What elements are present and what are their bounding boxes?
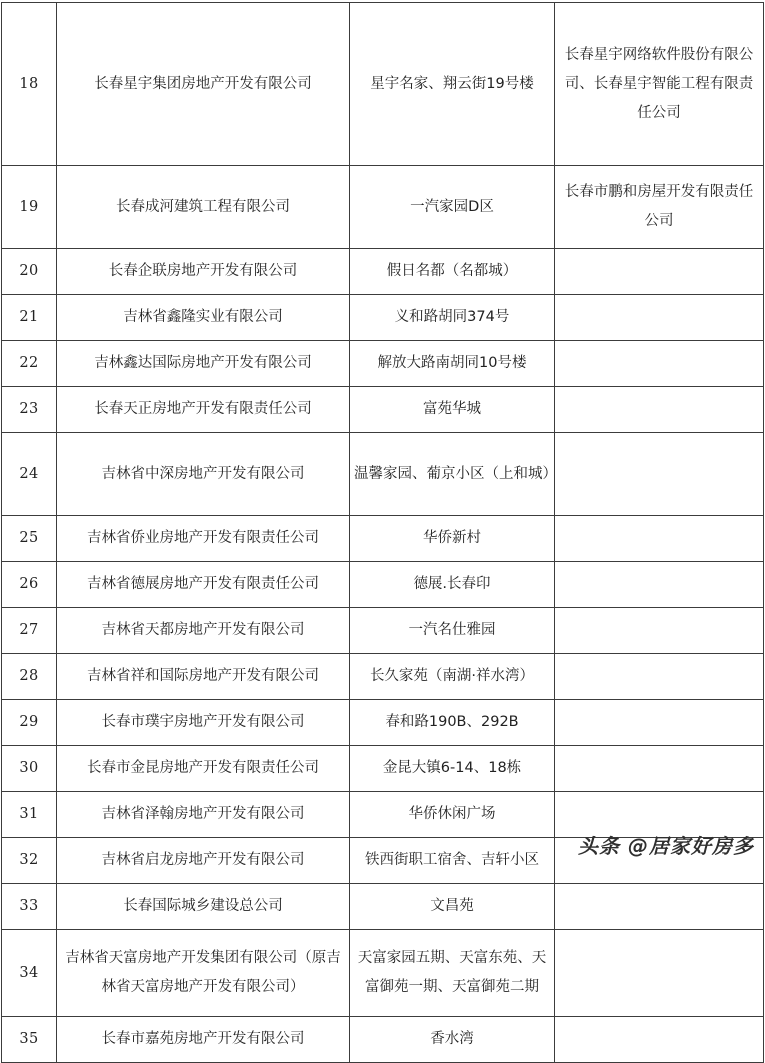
company-name-cell: 吉林鑫达国际房地产开发有限公司 xyxy=(57,341,350,387)
company-name-cell: 长春天正房地产开发有限责任公司 xyxy=(57,387,350,433)
table-row xyxy=(2,654,764,700)
project-name-cell: 德展.长春印 xyxy=(350,562,555,608)
row-index-cell: 25 xyxy=(2,516,57,562)
company-name-cell: 吉林省鑫隆实业有限公司 xyxy=(57,295,350,341)
project-name-cell: 富苑华城 xyxy=(350,387,555,433)
row-index-cell: 20 xyxy=(2,249,57,295)
table-row xyxy=(2,166,764,249)
row-index-cell: 32 xyxy=(2,838,57,884)
company-project-table xyxy=(1,2,764,1063)
table-row xyxy=(2,930,764,1017)
related-company-cell xyxy=(555,249,764,295)
related-company-cell xyxy=(555,387,764,433)
row-index-cell: 24 xyxy=(2,433,57,516)
related-company-cell xyxy=(555,433,764,516)
company-name-cell: 长春星宇集团房地产开发有限公司 xyxy=(57,3,350,166)
related-company-cell xyxy=(555,746,764,792)
table-row xyxy=(2,700,764,746)
project-name-cell: 文昌苑 xyxy=(350,884,555,930)
related-company-cell xyxy=(555,930,764,1017)
row-index-cell: 30 xyxy=(2,746,57,792)
company-name-cell: 吉林省侨业房地产开发有限责任公司 xyxy=(57,516,350,562)
row-index-cell: 27 xyxy=(2,608,57,654)
table-row xyxy=(2,792,764,838)
watermark-text: 头条 @居家好房多 xyxy=(578,834,754,858)
related-company-cell xyxy=(555,838,764,884)
company-name-cell: 吉林省启龙房地产开发有限公司 xyxy=(57,838,350,884)
row-index-cell: 26 xyxy=(2,562,57,608)
related-company-cell xyxy=(555,1017,764,1063)
project-name-cell: 一汽家园D区 xyxy=(350,166,555,249)
project-name-cell: 星宇名家、翔云街19号楼 xyxy=(350,3,555,166)
project-name-cell: 解放大路南胡同10号楼 xyxy=(350,341,555,387)
row-index-cell: 19 xyxy=(2,166,57,249)
project-name-cell: 金昆大镇6-14、18栋 xyxy=(350,746,555,792)
project-name-cell: 天富家园五期、天富东苑、天富御苑一期、天富御苑二期 xyxy=(350,930,555,1017)
table-row xyxy=(2,884,764,930)
related-company-cell xyxy=(555,700,764,746)
related-company-cell xyxy=(555,562,764,608)
table-row xyxy=(2,608,764,654)
related-company-cell xyxy=(555,654,764,700)
document-page xyxy=(0,2,765,1047)
company-name-cell: 吉林省祥和国际房地产开发有限公司 xyxy=(57,654,350,700)
project-name-cell: 义和路胡同374号 xyxy=(350,295,555,341)
related-company-cell: 长春市鹏和房屋开发有限责任公司 xyxy=(555,166,764,249)
table-row xyxy=(2,838,764,884)
company-name-cell: 长春企联房地产开发有限公司 xyxy=(57,249,350,295)
table-row xyxy=(2,387,764,433)
company-name-cell: 吉林省泽翰房地产开发有限公司 xyxy=(57,792,350,838)
row-index-cell: 29 xyxy=(2,700,57,746)
company-name-cell: 长春市嘉苑房地产开发有限公司 xyxy=(57,1017,350,1063)
row-index-cell: 21 xyxy=(2,295,57,341)
row-index-cell: 34 xyxy=(2,930,57,1017)
company-name-cell: 吉林省中深房地产开发有限公司 xyxy=(57,433,350,516)
project-name-cell: 温馨家园、葡京小区（上和城） xyxy=(350,433,555,516)
row-index-cell: 22 xyxy=(2,341,57,387)
project-name-cell: 华侨休闲广场 xyxy=(350,792,555,838)
row-index-cell: 31 xyxy=(2,792,57,838)
table-row xyxy=(2,562,764,608)
company-name-cell: 吉林省天富房地产开发集团有限公司（原吉林省天富房地产开发有限公司） xyxy=(57,930,350,1017)
related-company-cell xyxy=(555,884,764,930)
row-index-cell: 28 xyxy=(2,654,57,700)
project-name-cell: 长久家苑（南湖·祥水湾） xyxy=(350,654,555,700)
company-name-cell: 吉林省天都房地产开发有限公司 xyxy=(57,608,350,654)
project-name-cell: 铁西街职工宿舍、吉轩小区 xyxy=(350,838,555,884)
table-row xyxy=(2,295,764,341)
related-company-cell xyxy=(555,341,764,387)
table-row xyxy=(2,516,764,562)
project-name-cell: 春和路190B、292B xyxy=(350,700,555,746)
table-row xyxy=(2,746,764,792)
company-name-cell: 长春市金昆房地产开发有限责任公司 xyxy=(57,746,350,792)
row-index-cell: 33 xyxy=(2,884,57,930)
project-name-cell: 假日名都（名都城） xyxy=(350,249,555,295)
related-company-cell xyxy=(555,792,764,838)
related-company-cell xyxy=(555,516,764,562)
row-index-cell: 35 xyxy=(2,1017,57,1063)
related-company-cell xyxy=(555,608,764,654)
table-row xyxy=(2,341,764,387)
table-row xyxy=(2,249,764,295)
table-row xyxy=(2,3,764,166)
table-row xyxy=(2,1017,764,1063)
company-name-cell: 长春市璞宇房地产开发有限公司 xyxy=(57,700,350,746)
related-company-cell: 长春星宇网络软件股份有限公司、长春星宇智能工程有限责任公司 xyxy=(555,3,764,166)
company-name-cell: 长春国际城乡建设总公司 xyxy=(57,884,350,930)
row-index-cell: 18 xyxy=(2,3,57,166)
table-row xyxy=(2,433,764,516)
project-name-cell: 一汽名仕雅园 xyxy=(350,608,555,654)
company-name-cell: 吉林省德展房地产开发有限责任公司 xyxy=(57,562,350,608)
row-index-cell: 23 xyxy=(2,387,57,433)
company-name-cell: 长春成河建筑工程有限公司 xyxy=(57,166,350,249)
related-company-cell xyxy=(555,295,764,341)
project-name-cell: 华侨新村 xyxy=(350,516,555,562)
project-name-cell: 香水湾 xyxy=(350,1017,555,1063)
table-body xyxy=(2,3,764,1063)
